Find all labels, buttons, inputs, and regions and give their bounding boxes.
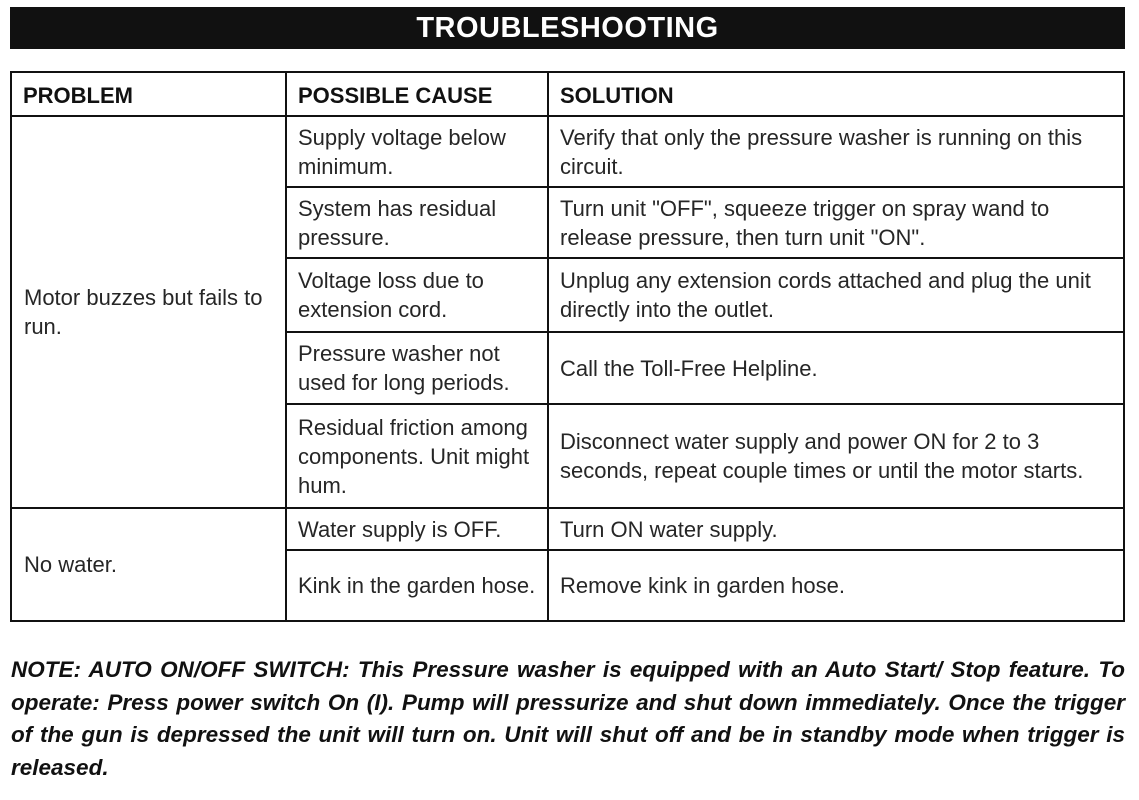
cause-cell: System has residual pressure. xyxy=(286,187,548,258)
problem-cell: Motor buzzes but fails to run. xyxy=(11,116,286,508)
problem-cell: No water. xyxy=(11,508,286,621)
solution-cell: Call the Toll-Free Helpline. xyxy=(548,332,1124,404)
solution-cell: Disconnect water supply and power ON for 2 to 3 seconds, repeat couple times or until the motor starts. xyxy=(548,404,1124,508)
cause-cell: Voltage loss due to extension cord. xyxy=(286,258,548,332)
table-row xyxy=(11,116,1124,187)
auto-switch-note: NOTE: AUTO ON/OFF SWITCH: This Pressure washer is equipped with an Auto Start/ Stop feature. To operate: Press power switch On (I). Pump will pressurize and shut down immediately. Once the trigger of the gun is depressed the unit will turn on. Unit will shut off and be in standby mode when trigger is released. xyxy=(11,657,1125,780)
header-problem: PROBLEM xyxy=(11,72,286,116)
solution-cell: Turn ON water supply. xyxy=(548,508,1124,550)
cause-cell: Residual friction among components. Unit might hum. xyxy=(286,404,548,508)
solution-cell: Remove kink in garden hose. xyxy=(548,550,1124,621)
solution-cell: Verify that only the pressure washer is running on this circuit. xyxy=(548,116,1124,187)
cause-cell: Supply voltage below minimum. xyxy=(286,116,548,187)
solution-cell: Turn unit "OFF", squeeze trigger on spray wand to release pressure, then turn unit "ON". xyxy=(548,187,1124,258)
header-solution: SOLUTION xyxy=(548,72,1124,116)
troubleshooting-table xyxy=(10,71,1125,622)
solution-cell: Unplug any extension cords attached and plug the unit directly into the outlet. xyxy=(548,258,1124,332)
cause-cell: Water supply is OFF. xyxy=(286,508,548,550)
table-row xyxy=(11,508,1124,550)
cause-cell: Pressure washer not used for long periods. xyxy=(286,332,548,404)
cause-cell: Kink in the garden hose. xyxy=(286,550,548,621)
section-title: TROUBLESHOOTING xyxy=(10,7,1125,49)
table-header-row xyxy=(11,72,1124,116)
header-possible-cause: POSSIBLE CAUSE xyxy=(286,72,548,116)
